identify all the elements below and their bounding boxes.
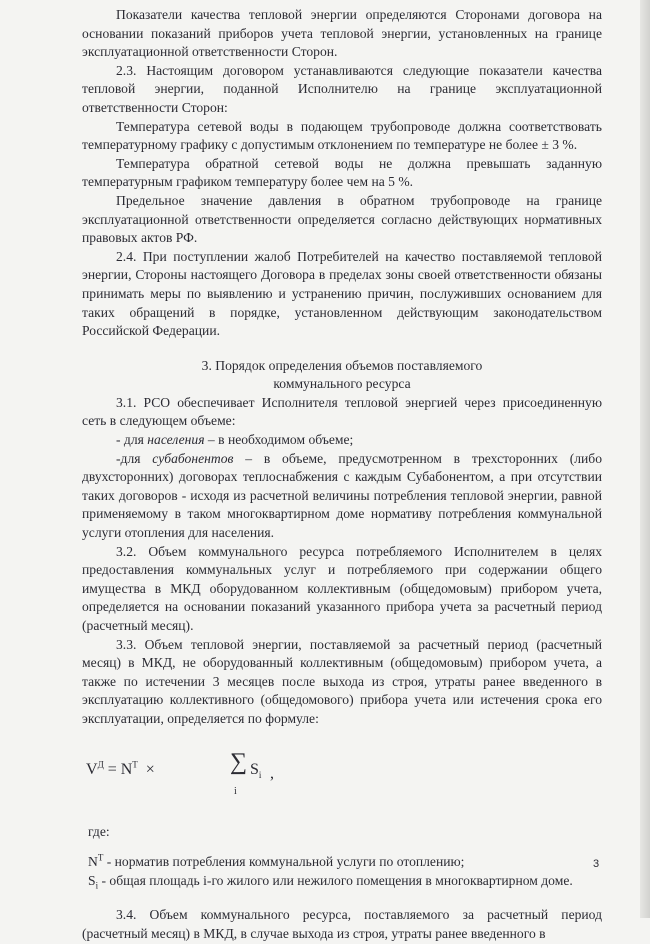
volume-formula	[82, 745, 602, 807]
list-item-subscribers-rest: – в объеме, предусмотренном в трехсторонних (либо двухсторонних) договорах теплоснабжения с каждым Субабонентом, а при отсутствии таких договоров - исходя из расчетной величины потребления тепловой энергии, равной применяемому в таком многоквартирном доме нормативу потребления коммунальной услуги отопления для населения.	[82, 450, 602, 541]
definition-s-text: - общая площадь i-го жилого или нежилого помещения в многоквартирном доме.	[98, 872, 573, 888]
formula-s	[250, 761, 261, 780]
paragraph-temperature-supply: Температура сетевой воды в подающем трубопроводе должна соответствовать температурному графику с допустимым отклонением по температуре не более ± 3 %.	[82, 118, 602, 153]
section-3-title-line2: коммунального ресурса	[273, 376, 411, 392]
list-item-population-term: населения	[147, 432, 205, 448]
where-label: где:	[88, 823, 110, 839]
formula-definitions	[82, 853, 602, 890]
paragraph-quality-indicators: Показатели качества тепловой энергии определяются Сторонами договора на основании показаний приборов учета тепловой энергии, установленных на границе эксплуатационной ответственности Сторон.	[82, 7, 602, 60]
page-edge-shadow	[640, 0, 650, 918]
paragraph-temperature-return: Температура обратной сетевой воды не должна превышать заданную температурным графиком температуру более чем на 5 %.	[82, 155, 602, 190]
formula-sum-index: i	[234, 785, 237, 797]
formula-s-sub: i	[258, 769, 262, 780]
section-3-title-line1: 3. Порядок определения объемов поставляемого	[201, 357, 483, 373]
list-item-subscribers	[82, 450, 602, 543]
list-item-population-prefix: - для	[116, 432, 148, 448]
paragraph-3-3: 3.3. Объем тепловой энергии, поставляемой за расчетный период (расчетный месяц) в МКД, не оборудованный коллективным (общедомовым) прибором учета, а также по истечении 3 месяцев после выхода из строя, утраты ранее введенного в эксплуатацию коллективного (общедомового) прибора учета или истечения срока его эксплуатации, определяется по формуле:	[82, 636, 602, 726]
paragraph-3-2: 3.2. Объем коммунального ресурса потребляемого Исполнителем в целях предоставления коммунальных услуг и потребляемого при содержании общего имущества в МКД оборудованном коллективным (общедомовым) прибором учета, определяется на основании показаний указанного прибора учета за расчетный период (расчетный месяц).	[82, 543, 602, 633]
formula-eq-n: = N	[107, 760, 133, 778]
paragraph-2-4: 2.4. При поступлении жалоб Потребителей на качество поставляемой тепловой энергии, Стороны настоящего Договора в пределах зоны своей ответственности обязаны принимать меры по выявлению и устранению причин, послуживших основанием для таких обращений в порядке, установленном действующим законодательством Российской Федерации.	[82, 248, 602, 339]
section-3-title	[82, 357, 602, 394]
paragraph-pressure: Предельное значение давления в обратном трубопроводе на границе эксплуатационной ответственности определяется согласно действующих нормативных правовых актов РФ.	[82, 192, 602, 246]
formula-sum-sign: ∑	[230, 748, 248, 775]
definition-n-text: - норматив потребления коммунальной услуги по отоплению;	[103, 854, 465, 870]
formula-lhs	[86, 761, 155, 780]
definition-n-symbol: N	[88, 854, 98, 870]
formula-v-sup: Д	[97, 759, 104, 770]
paragraph-2-3: 2.3. Настоящим договором устанавливаются следующие показатели качества тепловой энергии, поданной Исполнителю на границе эксплуатационной ответственности Сторон:	[82, 62, 602, 115]
page-number: 3	[593, 858, 600, 870]
document-body	[82, 6, 602, 944]
definition-s-symbol: S	[88, 872, 96, 888]
formula-s-letter: S	[250, 760, 259, 778]
paragraph-3-4: 3.4. Объем коммунального ресурса, поставляемого за расчетный период (расчетный месяц) в МКД, в случае выхода из строя, утраты ранее введенного в	[82, 907, 602, 941]
list-item-population-rest: – в необходимом объеме;	[204, 432, 354, 448]
paragraph-3-1: 3.1. РСО обеспечивает Исполнителя тепловой энергией через присоединенную сеть в следующем объеме:	[82, 394, 602, 429]
list-item-subscribers-prefix: -для	[116, 450, 153, 466]
list-item-subscribers-term: субабонентов	[152, 450, 234, 466]
formula-v: V	[86, 760, 98, 778]
list-item-population	[82, 431, 602, 450]
definition-s	[82, 872, 602, 891]
formula-times: ×	[145, 760, 155, 778]
formula-n-sup: Т	[132, 759, 138, 770]
definition-n-sup: Т	[97, 852, 104, 863]
definition-n	[82, 853, 602, 872]
definition-s-sub: i	[95, 880, 99, 891]
formula-comma: ,	[270, 764, 274, 782]
